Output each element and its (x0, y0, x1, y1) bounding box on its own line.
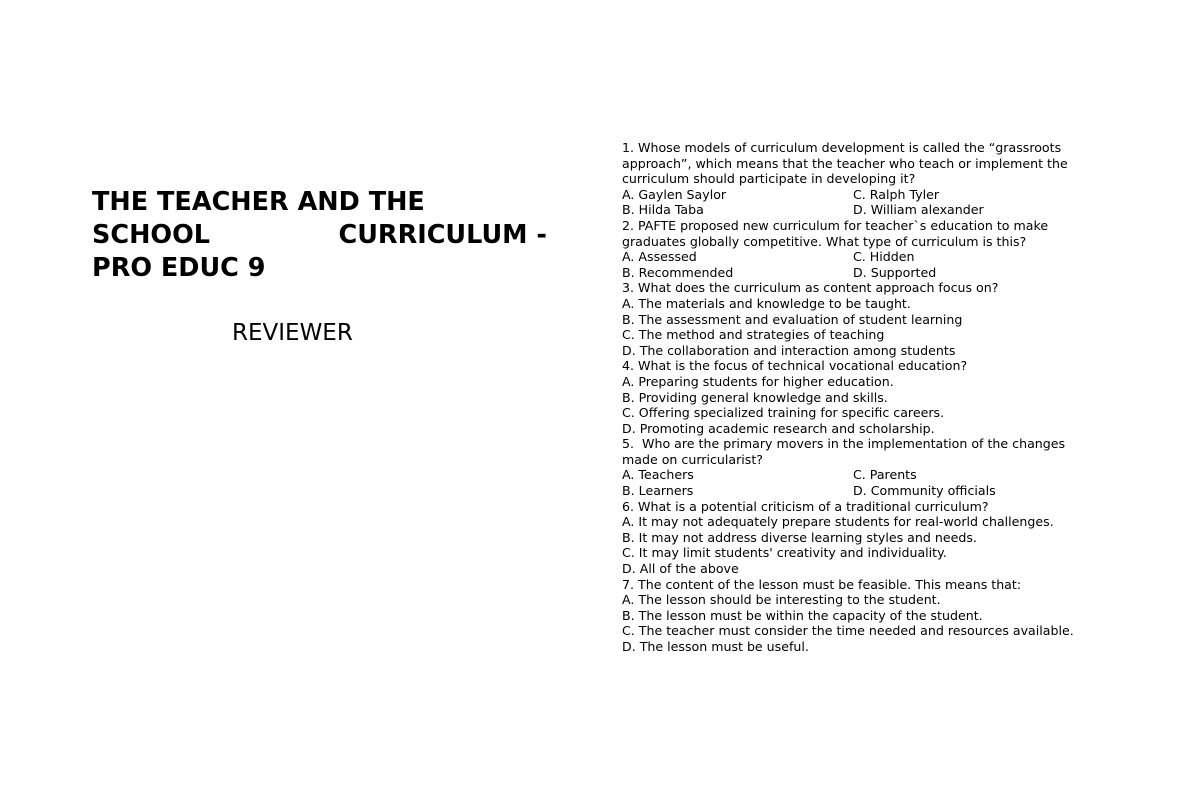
choice-d: D. Promoting academic research and scholarship. (622, 420, 935, 436)
question-text: curriculum should participate in developing it? (622, 171, 916, 187)
choice-c: C. The method and strategies of teaching (622, 327, 885, 343)
question-text: 3. What does the curriculum as content approach focus on? (622, 280, 999, 296)
question-text: 1. Whose models of curriculum development is called the “grassroots (622, 140, 1062, 155)
question-text: 2. PAFTE proposed new curriculum for teacher`s education to make (622, 217, 1049, 233)
questions-panel (622, 140, 1092, 655)
choice-b: B. The assessment and evaluation of student learning (622, 311, 963, 327)
choice-b: B. It may not address diverse learning styles and needs. (622, 529, 977, 545)
question-text: 7. The content of the lesson must be feasible. This means that: (622, 576, 1022, 592)
choice-d: D. The collaboration and interaction among students (622, 342, 956, 358)
choice-row (622, 265, 1092, 281)
choice-c: C. Parents (853, 467, 917, 483)
question-text: graduates globally competitive. What type of curriculum is this? (622, 233, 1027, 249)
question-3 (622, 280, 1092, 358)
title-line-3: PRO EDUC 9 (92, 253, 266, 283)
question-4 (622, 358, 1092, 436)
choice-d: D. Community officials (853, 483, 996, 499)
choice-a: A. Assessed (622, 249, 697, 265)
title-line-2-right: CURRICULUM - (338, 220, 547, 250)
choice-c: C. Offering specialized training for specific careers. (622, 405, 945, 421)
title-line-2 (92, 219, 547, 252)
choice-row (622, 202, 1092, 218)
choice-a: A. The materials and knowledge to be taught. (622, 295, 911, 311)
choice-c: C. The teacher must consider the time needed and resources available. (622, 623, 1074, 639)
choice-row (622, 467, 1092, 483)
question-text: made on curricularist? (622, 451, 763, 467)
choice-a: A. The lesson should be interesting to the student. (622, 592, 941, 608)
choice-row (622, 187, 1092, 203)
question-text: 5. Who are the primary movers in the implementation of the changes (622, 436, 1066, 452)
question-text: approach”, which means that the teacher who teach or implement the (622, 155, 1068, 171)
question-text: 6. What is a potential criticism of a traditional curriculum? (622, 498, 989, 514)
title-line-2-left: SCHOOL (92, 220, 211, 250)
document-subtitle: REVIEWER (232, 320, 353, 346)
choice-d: D. The lesson must be useful. (622, 639, 809, 654)
question-2 (622, 218, 1092, 280)
choice-c: C. Hidden (853, 249, 915, 265)
document-title (92, 186, 547, 285)
choice-c: C. It may limit students' creativity and individuality. (622, 545, 947, 561)
question-7 (622, 577, 1092, 655)
title-line-1: THE TEACHER AND THE (92, 187, 425, 217)
question-text: 4. What is the focus of technical vocational education? (622, 358, 968, 374)
question-5 (622, 436, 1092, 498)
choice-b: B. Providing general knowledge and skills. (622, 389, 888, 405)
choice-d: D. Supported (853, 264, 937, 280)
question-1 (622, 140, 1092, 218)
choice-b: B. Learners (622, 483, 694, 499)
choice-row (622, 483, 1092, 499)
choice-a: A. Preparing students for higher education. (622, 373, 894, 389)
choice-a: A. Teachers (622, 467, 694, 483)
choice-c: C. Ralph Tyler (853, 186, 940, 202)
choice-a: A. Gaylen Saylor (622, 186, 727, 202)
choice-d: D. William alexander (853, 202, 984, 218)
choice-b: B. The lesson must be within the capacity of the student. (622, 607, 983, 623)
choice-b: B. Hilda Taba (622, 202, 704, 218)
choice-d: D. All of the above (622, 561, 739, 577)
choice-a: A. It may not adequately prepare students for real-world challenges. (622, 514, 1054, 530)
choice-b: B. Recommended (622, 264, 734, 280)
choice-row (622, 249, 1092, 265)
question-6 (622, 499, 1092, 577)
